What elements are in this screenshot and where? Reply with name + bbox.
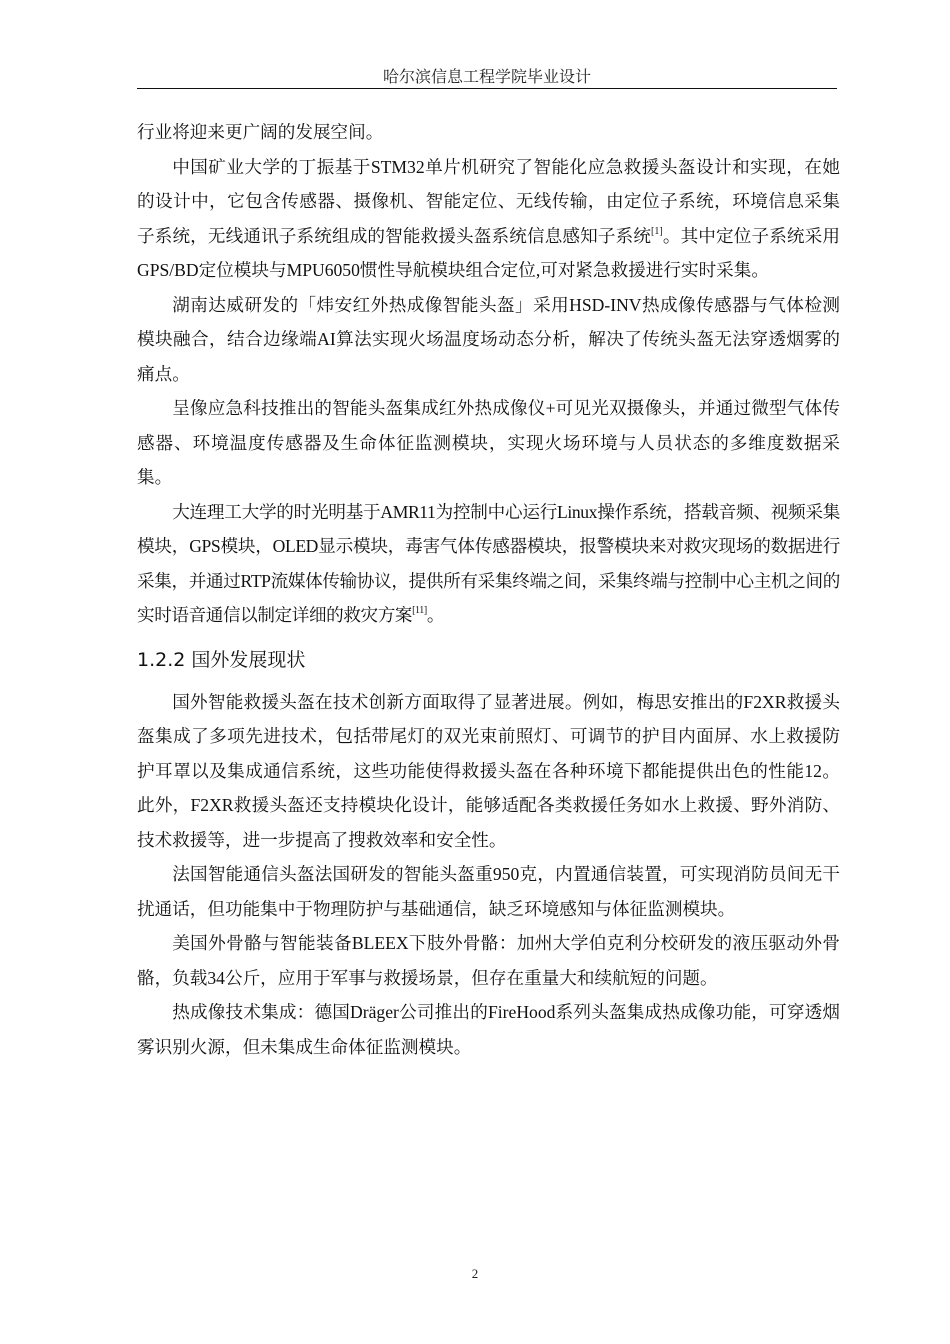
section-heading: 1.2.2 国外发展现状	[137, 648, 306, 671]
paragraph-chengxiang: 呈像应急科技推出的智能头盔集成红外热成像仪+可见光双摄像头，并通过微型气体传感器、环境温度传感器及生命体征监测模块，实现火场环境与人员状态的多维度数据采集。	[137, 398, 840, 487]
paragraph-cumt-text: 中国矿业大学的丁振基于STM32单片机研究了智能化应急救援头盔设计和实现，在她的设计中，它包含传感器、摄像机、智能定位、无线传输，由定位子系统，环境信息采集子系统，无线通讯子系统组成的智能救援头盔系统信息感知子系统	[137, 156, 840, 246]
header-rule	[137, 88, 837, 89]
paragraph-dlut-text-end: 。	[426, 605, 445, 625]
paragraph-msa-f2xr: 国外智能救援头盔在技术创新方面取得了显著进展。例如，梅思安推出的F2XR救援头盔集成了多项先进技术，包括带尾灯的双光束前照灯、可调节的护目内面屏、水上救援防护耳罩以及集成通信系统，这些功能使得救援头盔在各种环境下都能提供出色的性能12。此外，F2XR救援头盔还支持模块化设计，能够适配各类救援任务如水上救援、野外消防、技术救援等，进一步提高了搜救效率和安全性。	[137, 691, 840, 850]
paragraph-drager: 热成像技术集成：德国Dräger公司推出的FireHood系列头盔集成热成像功能，可穿透烟雾识别火源，但未集成生命体征监测模块。	[137, 1002, 840, 1057]
paragraph-dlut	[137, 495, 840, 633]
page-header: 哈尔滨信息工程学院毕业设计	[382, 69, 591, 86]
citation-1: [1]	[651, 225, 663, 237]
page-number: 2	[471, 1266, 479, 1281]
paragraph-bleex: 美国外骨骼与智能装备BLEEX下肢外骨骼：加州大学伯克利分校研发的液压驱动外骨骼，负载34公斤，应用于军事与救援场景，但存在重量大和续航短的问题。	[137, 933, 840, 988]
citation-11: [11]	[412, 605, 427, 616]
paragraph-dlut-text: 大连理工大学的时光明基于AMR11为控制中心运行Linux操作系统，搭载音频、视频采集模块，GPS模块，OLED显示模块，毒害气体传感器模块，报警模块来对救灾现场的数据进行采集，并通过RTP流媒体传输协议，提供所有采集终端之间，采集终端与控制中心主机之间的实时语音通信以制定详细的救灾方案	[137, 501, 840, 625]
paragraph-hunan-dawei: 湖南达威研发的「炜安红外热成像智能头盔」采用HSD-INV热成像传感器与气体检测模块融合，结合边缘端AI算法实现火场温度场动态分析，解决了传统头盔无法穿透烟雾的痛点。	[137, 294, 840, 384]
paragraph-france-helmet: 法国智能通信头盔法国研发的智能头盔重950克，内置通信装置，可实现消防员间无干扰通话，但功能集中于物理防护与基础通信，缺乏环境感知与体征监测模块。	[137, 864, 840, 919]
paragraph-cumt-text-end: 。其中定位子系统采用GPS/BD定位模块与MPU6050惯性导航模块组合定位,可对紧急救援进行实时采集。	[137, 225, 840, 280]
paragraph-cumt	[137, 150, 840, 288]
paragraph-continuation: 行业将迎来更广阔的发展空间。	[137, 122, 384, 142]
document-body	[137, 115, 840, 1064]
